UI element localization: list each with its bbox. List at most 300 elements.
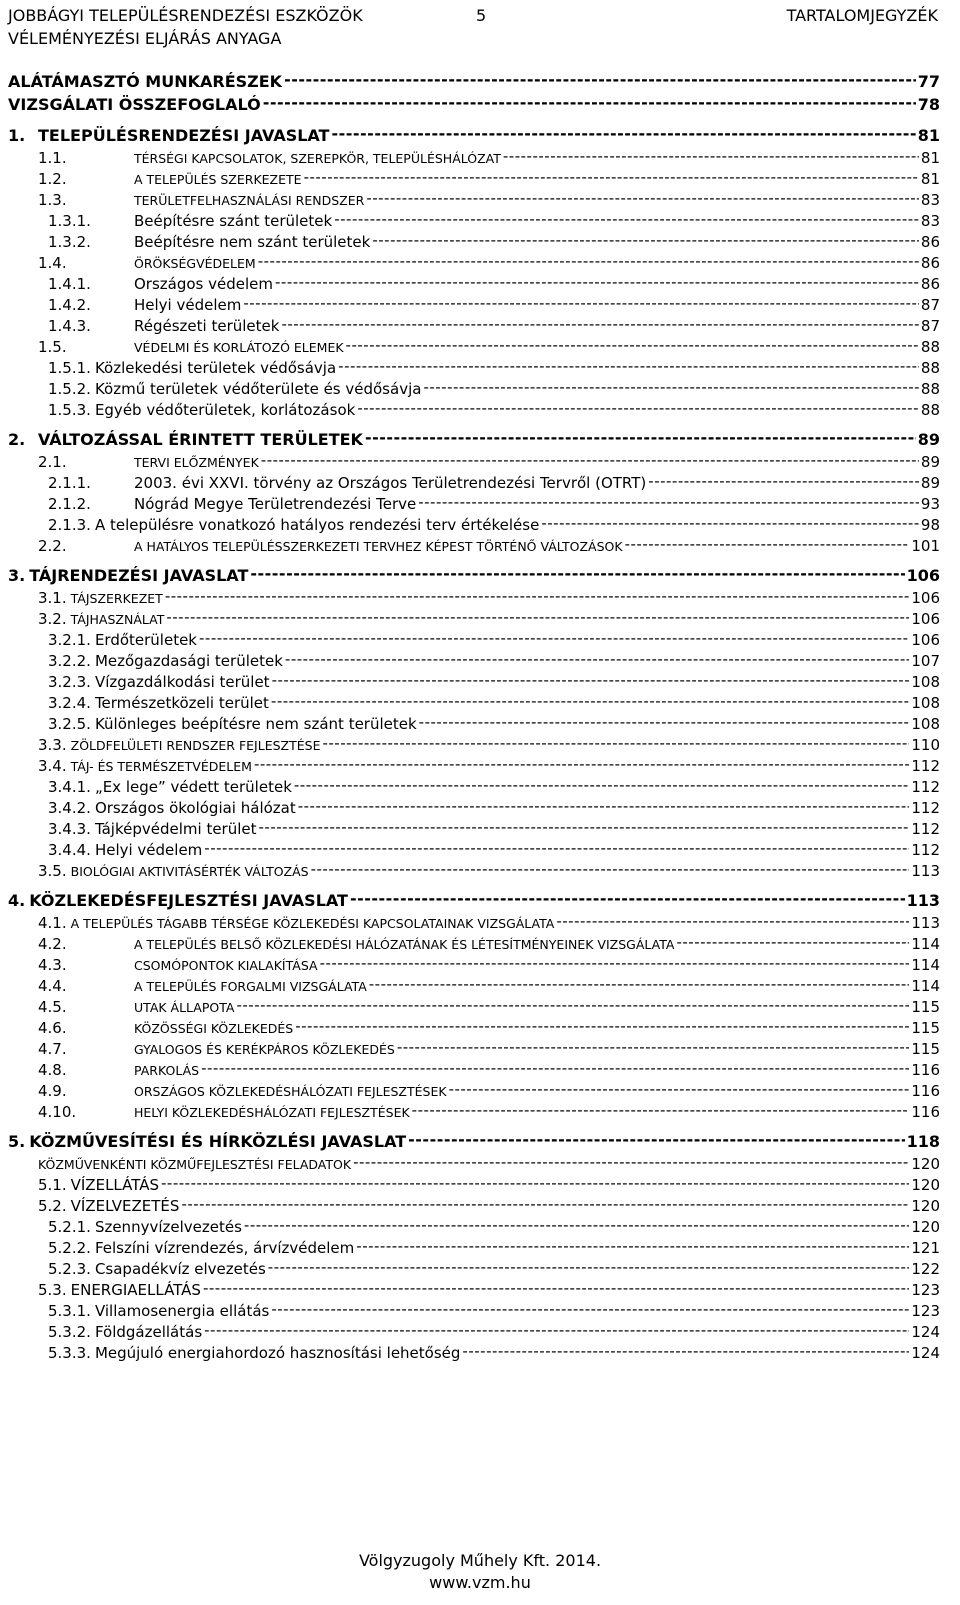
toc-leader [298, 799, 910, 815]
toc-leader [199, 631, 909, 647]
toc-entry-page: 83 [920, 212, 940, 230]
toc-entry[interactable] [8, 1082, 940, 1103]
header-subtitle: VÉLEMÉNYEZÉSI ELJÁRÁS ANYAGA [8, 29, 282, 48]
toc-leader [311, 862, 910, 878]
toc-leader [263, 95, 916, 112]
toc-entry-page: 83 [920, 191, 940, 209]
toc-entry-title: HELYI KÖZLEKEDÉSHÁLÓZATI FEJLESZTÉSEK [134, 1105, 410, 1120]
toc-entry-page: 87 [920, 317, 940, 335]
toc-leader [258, 254, 919, 270]
toc-leader [275, 275, 919, 291]
toc-entry-number: 3.2.5. [48, 715, 91, 733]
toc-entry[interactable] [8, 736, 940, 757]
toc-entry-title: A TELEPÜLÉS TÁGABB TÉRSÉGE KÖZLEKEDÉSI KAPCSOLATAINAK VIZSGÁLATA [70, 916, 555, 931]
toc-entry-number: 2. [8, 430, 26, 449]
toc-entry-title: A TELEPÜLÉS FORGALMI VIZSGÁLATA [134, 979, 367, 994]
toc-entry-page: 115 [911, 1019, 940, 1037]
toc-entry-title: A TELEPÜLÉS SZERKEZETE [134, 172, 302, 187]
toc-entry[interactable] [8, 841, 940, 862]
toc-entry-title: A TELEPÜLÉS BELSŐ KÖZLEKEDÉSI HÁLÓZATÁNAK ÉS LÉTESÍTMÉNYEINEK VIZSGÁLATA [134, 937, 675, 952]
toc-entry[interactable] [8, 715, 940, 736]
toc-entry-number: 3.2.2. [48, 652, 91, 670]
toc-entry-title: KÖZMŰVENKÉNTI KÖZMŰFEJLESZTÉSI FELADATOK [38, 1157, 352, 1172]
toc-entry[interactable] [8, 191, 940, 212]
toc-entry-number: 3.4.2. [48, 799, 91, 817]
toc-entry-title: TÁJSZERKEZET [70, 591, 163, 606]
toc-entry-title: ENERGIAELLÁTÁS [70, 1281, 201, 1299]
toc-entry-page: 112 [911, 757, 940, 775]
toc-leader [419, 715, 910, 731]
toc-entry[interactable] [8, 1302, 940, 1323]
toc-leader [462, 1344, 909, 1360]
toc-leader [648, 474, 919, 490]
toc-entry[interactable] [8, 453, 940, 474]
toc-entry-title: Földgázellátás [94, 1323, 203, 1341]
toc-entry[interactable] [8, 1040, 940, 1061]
toc-entry-title: Helyi védelem [134, 296, 242, 314]
toc-entry-title: Mezőgazdasági területek [94, 652, 283, 670]
toc-entry-title: GYALOGOS ÉS KERÉKPÁROS KÖZLEKEDÉS [134, 1042, 395, 1057]
toc-entry-title: Megújuló energiahordozó hasznosítási lehetőség [94, 1344, 461, 1362]
toc-entry-number: 5.3. [38, 1281, 67, 1299]
page-header [8, 4, 938, 50]
toc-leader [412, 1103, 910, 1119]
toc-spacer [8, 558, 940, 566]
toc-entry[interactable] [8, 1061, 940, 1082]
toc-entry[interactable] [8, 474, 940, 495]
toc-entry[interactable] [8, 401, 940, 422]
toc-leader [366, 191, 919, 207]
toc-entry[interactable] [8, 1239, 940, 1260]
toc-leader [236, 998, 909, 1014]
toc-spacer [8, 422, 940, 430]
toc-entry-title: Szennyvízelvezetés [94, 1218, 242, 1236]
toc-leader [322, 736, 909, 752]
toc-entry-title: ORSZÁGOS KÖZLEKEDÉSHÁLÓZATI FEJLESZTÉSEK [134, 1084, 447, 1099]
toc-entry-page: 81 [920, 149, 940, 167]
toc-entry-number: 1.4.2. [48, 296, 91, 314]
toc-entry[interactable] [8, 1260, 940, 1281]
toc-leader [676, 935, 909, 951]
toc-entry-number: 1.4. [38, 254, 67, 272]
toc-entry-title: A településre vonatkozó hatályos rendezési terv értékelése [94, 516, 540, 534]
toc-entry-number: 5.2. [38, 1197, 67, 1215]
toc-leader [334, 212, 919, 228]
toc-entry-title: TÁJHASZNÁLAT [70, 612, 165, 627]
toc-entry-title: Helyi védelem [94, 841, 203, 859]
toc-leader [397, 1040, 910, 1056]
toc-entry-page: 88 [920, 401, 940, 419]
toc-entry[interactable] [8, 914, 940, 935]
toc-entry-number: 5. [8, 1132, 26, 1151]
toc-entry-page: 112 [911, 841, 940, 859]
toc-entry-title: VÍZELVEZETÉS [70, 1197, 180, 1215]
toc-leader [181, 1197, 909, 1213]
toc-entry[interactable] [8, 275, 940, 296]
toc-entry-number: 5.1. [38, 1176, 67, 1194]
toc-leader [625, 537, 910, 553]
toc-entry[interactable] [8, 956, 940, 977]
toc-entry-title: TERÜLETFELHASZNÁLÁSI RENDSZER [134, 193, 365, 208]
toc-leader [304, 170, 919, 186]
toc-entry-page: 122 [911, 1260, 940, 1278]
toc-entry-title: ZÖLDFELÜLETI RENDSZER FEJLESZTÉSE [70, 738, 321, 753]
toc-entry-number: 2.1.2. [48, 495, 91, 513]
toc-leader [243, 296, 919, 312]
toc-entry[interactable] [8, 998, 940, 1019]
toc-entry[interactable] [8, 72, 940, 95]
toc-entry[interactable] [8, 170, 940, 191]
toc-entry[interactable] [8, 1019, 940, 1040]
toc-leader [272, 673, 910, 689]
toc-entry-number: 1.1. [38, 149, 67, 167]
toc-entry-page: 86 [920, 233, 940, 251]
toc-entry-title: Országos ökológiai hálózat [94, 799, 296, 817]
toc-entry[interactable] [8, 1197, 940, 1218]
toc-entry[interactable] [8, 296, 940, 317]
toc-entry-title: VIZSGÁLATI ÖSSZEFOGLALÓ [8, 95, 261, 114]
toc-entry[interactable] [8, 537, 940, 558]
toc-leader [338, 359, 919, 375]
toc-entry-page: 81 [917, 126, 940, 145]
toc-entry-title: 2003. évi XXVI. törvény az Országos Területrendezési Tervről (OTRT) [134, 474, 647, 492]
toc-entry[interactable] [8, 212, 940, 233]
toc-entry-number: 3.2. [38, 610, 67, 628]
toc-entry-title: Felszíni vízrendezés, árvízvédelem [94, 1239, 355, 1257]
toc-entry-title: „Ex lege” védett területek [94, 778, 292, 796]
toc-entry-title: ALÁTÁMASZTÓ MUNKARÉSZEK [8, 72, 283, 91]
toc-leader [284, 72, 916, 89]
toc-leader [268, 1260, 910, 1276]
toc-entry-number: 3.2.4. [48, 694, 91, 712]
toc-entry-number: 5.3.2. [48, 1323, 91, 1341]
toc-entry-title: Közlekedési területek védősávja [94, 359, 337, 377]
toc-leader [166, 610, 909, 626]
toc-entry[interactable] [8, 673, 940, 694]
toc-leader [353, 1155, 909, 1171]
toc-entry-page: 98 [920, 516, 940, 534]
toc-entry-page: 101 [911, 537, 940, 555]
toc-leader [271, 694, 909, 710]
toc-entry-number: 2.2. [38, 537, 67, 555]
toc-entry-title: Országos védelem [134, 275, 273, 293]
toc-entry-page: 112 [911, 778, 940, 796]
toc-entry-page: 89 [917, 430, 940, 449]
toc-leader [295, 1019, 909, 1035]
toc-spacer [8, 883, 940, 891]
toc-entry-number: 1. [8, 126, 26, 145]
toc-entry-title: Tájképvédelmi terület [94, 820, 257, 838]
toc-entry-page: 113 [911, 862, 940, 880]
toc-entry-number: 3.5. [38, 862, 67, 880]
toc-entry[interactable] [8, 516, 940, 537]
toc-entry-page: 88 [920, 359, 940, 377]
toc-entry-page: 114 [911, 935, 940, 953]
toc-entry-number: 2.1.1. [48, 474, 91, 492]
toc-leader [556, 914, 909, 930]
toc-leader [541, 516, 919, 532]
toc-entry-title: TERVI ELŐZMÉNYEK [134, 455, 259, 470]
toc-entry-title: KÖZMŰVESÍTÉSI ÉS HÍRKÖZLÉSI JAVASLAT [29, 1132, 407, 1151]
toc-entry-title: TELEPÜLÉSRENDEZÉSI JAVASLAT [38, 126, 330, 145]
toc-entry-number: 4.2. [38, 935, 67, 953]
toc-entry-page: 124 [911, 1323, 940, 1341]
toc-entry-title: CSOMÓPONTOK KIALAKÍTÁSA [134, 958, 318, 973]
toc-entry-page: 120 [911, 1176, 940, 1194]
toc-entry-title: VÍZELLÁTÁS [70, 1176, 159, 1194]
toc-entry-title: Egyéb védőterületek, korlátozások [94, 401, 356, 419]
toc-entry-number: 1.3.2. [48, 233, 91, 251]
toc-entry-number: 1.4.1. [48, 275, 91, 293]
toc-entry-number: 3.4. [38, 757, 67, 775]
toc-entry-page: 87 [920, 296, 940, 314]
toc-entry-number: 5.2.3. [48, 1260, 91, 1278]
toc-entry-page: 110 [911, 736, 940, 754]
toc-entry-page: 120 [911, 1155, 940, 1173]
toc-leader [350, 891, 905, 908]
toc-entry[interactable] [8, 652, 940, 673]
toc-leader [203, 1281, 909, 1297]
toc-entry-page: 88 [920, 338, 940, 356]
toc-leader [281, 317, 918, 333]
toc-entry[interactable] [8, 359, 940, 380]
toc-entry-number: 4.8. [38, 1061, 67, 1079]
toc-entry-page: 106 [911, 589, 940, 607]
toc-entry-number: 2.1. [38, 453, 67, 471]
toc-leader [418, 495, 919, 511]
toc-entry[interactable] [8, 862, 940, 883]
toc-leader [423, 380, 918, 396]
toc-entry-number: 4.7. [38, 1040, 67, 1058]
toc-entry[interactable] [8, 1103, 940, 1124]
toc-entry-page: 112 [911, 820, 940, 838]
toc-entry-number: 1.4.3. [48, 317, 91, 335]
toc-entry-page: 121 [911, 1239, 940, 1257]
toc-entry-title: A HATÁLYOS TELEPÜLÉSSZERKEZETI TERVHEZ KÉPEST TÖRTÉNŐ VÁLTOZÁSOK [134, 539, 623, 554]
toc-entry-title: BIOLÓGIAI AKTIVITÁSÉRTÉK VÁLTOZÁS [70, 864, 309, 879]
toc-entry-number: 3.4.3. [48, 820, 91, 838]
toc-entry[interactable] [8, 566, 940, 589]
toc-entry-title: PARKOLÁS [134, 1063, 200, 1078]
toc-entry-number: 4.6. [38, 1019, 67, 1037]
toc-entry-number: 4.9. [38, 1082, 67, 1100]
toc-entry-number: 1.5.1. [48, 359, 91, 377]
toc-entry[interactable] [8, 589, 940, 610]
header-section-title: TARTALOMJEGYZÉK [786, 6, 938, 25]
toc-entry[interactable] [8, 778, 940, 799]
toc-leader [204, 1323, 909, 1339]
toc-entry-page: 108 [911, 673, 940, 691]
toc-entry-title: VÉDELMI ÉS KORLÁTOZÓ ELEMEK [134, 340, 344, 355]
toc-entry-title: TÁJ- ÉS TERMÉSZETVÉDELEM [70, 759, 252, 774]
toc-entry-page: 89 [920, 474, 940, 492]
toc-entry[interactable] [8, 1344, 940, 1365]
toc-leader [271, 1302, 909, 1318]
toc-entry-page: 124 [911, 1344, 940, 1362]
toc-entry-title: Villamosenergia ellátás [94, 1302, 270, 1320]
toc-leader [165, 589, 910, 605]
toc-entry-number: 3. [8, 566, 26, 585]
toc-entry[interactable] [8, 1281, 940, 1302]
toc-entry-page: 89 [920, 453, 940, 471]
toc-entry-number: 3.3. [38, 736, 67, 754]
toc-entry-page: 112 [911, 799, 940, 817]
toc-entry-number: 1.5.3. [48, 401, 91, 419]
toc-entry-page: 106 [906, 566, 940, 585]
toc-leader [261, 453, 919, 469]
toc-leader [365, 430, 916, 447]
toc-entry-page: 116 [911, 1082, 940, 1100]
toc-entry[interactable] [8, 1218, 940, 1239]
toc-entry-page: 106 [911, 631, 940, 649]
toc-entry-page: 116 [911, 1103, 940, 1121]
toc-entry-page: 120 [911, 1197, 940, 1215]
toc-entry-page: 93 [920, 495, 940, 513]
toc-entry-page: 118 [906, 1132, 940, 1151]
toc-entry[interactable] [8, 631, 940, 652]
toc-entry[interactable] [8, 977, 940, 998]
toc-entry-number: 3.4.1. [48, 778, 91, 796]
toc-entry-title: Különleges beépítésre nem szánt területek [94, 715, 417, 733]
toc-spacer [8, 1124, 940, 1132]
toc-entry-page: 78 [917, 95, 940, 114]
toc-entry-number: 4.10. [38, 1103, 77, 1121]
toc-entry[interactable] [8, 1155, 940, 1176]
header-page-number: 5 [476, 6, 487, 25]
toc-leader [369, 977, 910, 993]
toc-entry-page: 108 [911, 694, 940, 712]
toc-entry[interactable] [8, 820, 940, 841]
toc-entry-number: 1.3.1. [48, 212, 91, 230]
toc-leader [259, 820, 910, 836]
toc-entry-title: Közmű területek védőterülete és védősávja [94, 380, 422, 398]
toc-leader [346, 338, 919, 354]
toc-entry[interactable] [8, 799, 940, 820]
toc-entry-title: Beépítésre szánt területek [134, 212, 333, 230]
toc-entry-number: 4. [8, 891, 26, 910]
toc-entry-title: Erdőterületek [94, 631, 197, 649]
toc-entry-page: 123 [911, 1281, 940, 1299]
toc-entry-number: 5.2.2. [48, 1239, 91, 1257]
toc-entry[interactable] [8, 1323, 940, 1344]
toc-leader [356, 1239, 909, 1255]
toc-entry[interactable] [8, 891, 940, 914]
toc-entry[interactable] [8, 1132, 940, 1155]
toc-entry-page: 107 [911, 652, 940, 670]
toc-entry-page: 113 [906, 891, 940, 910]
toc-entry-page: 114 [911, 977, 940, 995]
toc-entry[interactable] [8, 495, 940, 516]
toc-leader [285, 652, 909, 668]
toc-entry[interactable] [8, 694, 940, 715]
toc-entry-title: Vízgazdálkodási terület [94, 673, 270, 691]
toc-entry[interactable] [8, 233, 940, 254]
toc-entry[interactable] [8, 95, 940, 118]
toc-leader [250, 566, 904, 583]
toc-leader [161, 1176, 909, 1192]
toc-entry-number: 2.1.3. [48, 516, 91, 534]
toc-entry-number: 1.3. [38, 191, 67, 209]
toc-entry-page: 115 [911, 1040, 940, 1058]
toc-entry[interactable] [8, 757, 940, 778]
toc-leader [244, 1218, 909, 1234]
toc-entry[interactable] [8, 1176, 940, 1197]
toc-entry-page: 113 [911, 914, 940, 932]
toc-entry-title: Régészeti területek [134, 317, 280, 335]
toc-entry-title: ÖRÖKSÉGVÉDELEM [134, 256, 256, 271]
toc-entry-title: UTAK ÁLLAPOTA [134, 1000, 235, 1015]
toc-entry-number: 5.3.1. [48, 1302, 91, 1320]
toc-entry[interactable] [8, 430, 940, 453]
toc-entry-title: Beépítésre nem szánt területek [134, 233, 371, 251]
toc-leader [331, 126, 915, 143]
toc-entry[interactable] [8, 149, 940, 170]
toc-entry[interactable] [8, 380, 940, 401]
toc-entry-number: 3.4.4. [48, 841, 91, 859]
toc-entry[interactable] [8, 317, 940, 338]
page-footer [0, 1550, 960, 1594]
toc-leader [294, 778, 909, 794]
toc-entry-page: 106 [911, 610, 940, 628]
toc-entry-page: 88 [920, 380, 940, 398]
toc-entry-number: 1.2. [38, 170, 67, 188]
toc-leader [201, 1061, 909, 1077]
toc-entry-title: Természetközeli terület [94, 694, 269, 712]
toc-entry[interactable] [8, 338, 940, 359]
toc-leader [408, 1132, 904, 1149]
toc-entry-number: 4.5. [38, 998, 67, 1016]
toc-entry-title: TÉRSÉGI KAPCSOLATOK, SZEREPKÖR, TELEPÜLÉSHÁLÓZAT [134, 151, 501, 166]
toc-entry-title: VÁLTOZÁSSAL ÉRINTETT TERÜLETEK [38, 430, 363, 449]
toc-leader [503, 149, 919, 165]
toc-entry-page: 123 [911, 1302, 940, 1320]
toc-entry[interactable] [8, 126, 940, 149]
toc-entry-page: 81 [920, 170, 940, 188]
toc-entry-page: 77 [917, 72, 940, 91]
toc-entry-number: 5.2.1. [48, 1218, 91, 1236]
toc-entry-title: Csapadékvíz elvezetés [94, 1260, 266, 1278]
toc-entry-title: KÖZÖSSÉGI KÖZLEKEDÉS [134, 1021, 294, 1036]
toc-leader [320, 956, 910, 972]
toc-entry-title: KÖZLEKEDÉSFEJLESZTÉSI JAVASLAT [29, 891, 348, 910]
toc-leader [449, 1082, 910, 1098]
toc-entry-page: 114 [911, 956, 940, 974]
toc-entry-page: 86 [920, 254, 940, 272]
toc-entry-page: 108 [911, 715, 940, 733]
footer-company: Völgyzugoly Műhely Kft. 2014. [358, 1551, 602, 1570]
toc-entry-number: 1.5.2. [48, 380, 91, 398]
toc-entry-page: 116 [911, 1061, 940, 1079]
toc-spacer [8, 118, 940, 126]
toc-entry[interactable] [8, 610, 940, 631]
toc-entry[interactable] [8, 254, 940, 275]
footer-url: www.vzm.hu [429, 1573, 531, 1592]
toc-leader [372, 233, 919, 249]
toc-leader [357, 401, 919, 417]
toc-entry-number: 4.4. [38, 977, 67, 995]
toc-entry-title: Nógrád Megye Területrendezési Terve [134, 495, 417, 513]
header-document-title: JOBBÁGYI TELEPÜLÉSRENDEZÉSI ESZKÖZÖK [8, 6, 363, 25]
toc-entry-title: TÁJRENDEZÉSI JAVASLAT [29, 566, 249, 585]
toc-entry-number: 1.5. [38, 338, 67, 356]
toc-entry-page: 120 [911, 1218, 940, 1236]
toc-entry-number: 3.2.3. [48, 673, 91, 691]
toc-entry[interactable] [8, 935, 940, 956]
toc-leader [204, 841, 909, 857]
toc-entry-number: 3.1. [38, 589, 67, 607]
toc-entry-page: 86 [920, 275, 940, 293]
toc-entry-number: 3.2.1. [48, 631, 91, 649]
